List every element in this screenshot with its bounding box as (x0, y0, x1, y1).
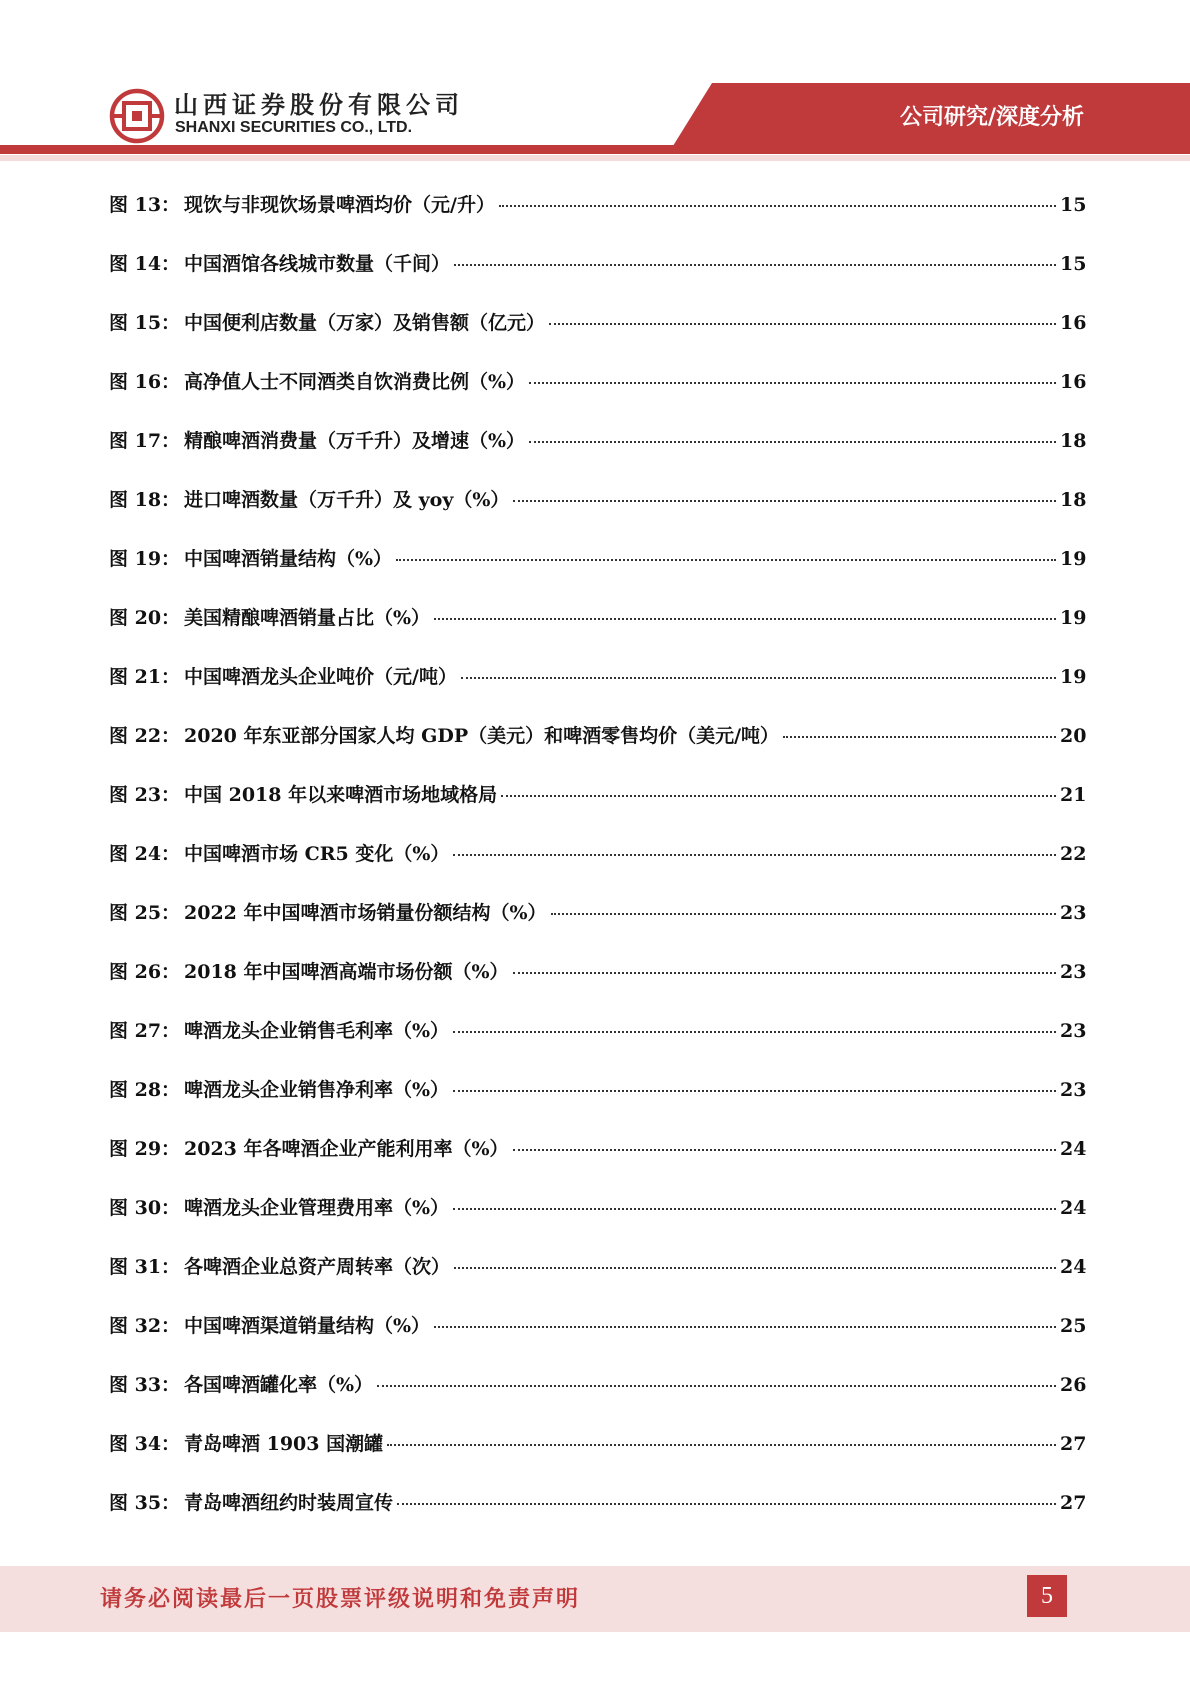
toc-entry[interactable] (109, 190, 1087, 249)
toc-page-number: 18 (1060, 489, 1087, 511)
toc-leader-dots (529, 440, 1056, 443)
toc-figure-label: 图 21： (109, 666, 181, 688)
toc-figure-label: 图 26： (109, 961, 181, 983)
page-number-badge: 5 (1027, 1575, 1067, 1617)
toc-page-number: 21 (1060, 784, 1087, 806)
toc-leader-dots (453, 1089, 1056, 1092)
toc-leader-dots (434, 1325, 1056, 1328)
toc-entry[interactable] (109, 780, 1087, 839)
toc-entry[interactable] (109, 308, 1087, 367)
toc-page-number: 25 (1060, 1315, 1087, 1337)
toc-figure-label: 图 24： (109, 843, 181, 865)
toc-figure-label: 图 28： (109, 1079, 181, 1101)
toc-leader-dots (501, 794, 1056, 797)
toc-page-number: 24 (1060, 1197, 1087, 1219)
toc-entry[interactable] (109, 1429, 1087, 1488)
toc-figure-label: 图 33： (109, 1374, 181, 1396)
toc-leader-dots (397, 1502, 1056, 1505)
header-band (0, 155, 1190, 161)
toc-page-number: 23 (1060, 1020, 1087, 1042)
company-name-cn: 山西证券股份有限公司 (174, 91, 464, 119)
toc-leader-dots (396, 558, 1056, 561)
toc-entry[interactable] (109, 603, 1087, 662)
toc-page-number: 27 (1060, 1492, 1087, 1514)
toc-figure-label: 图 23： (109, 784, 181, 806)
toc-page-number: 15 (1060, 253, 1087, 275)
toc-figure-title: 中国啤酒渠道销量结构（%） (184, 1315, 431, 1337)
toc-leader-dots (453, 853, 1056, 856)
toc-figure-title: 中国 2018 年以来啤酒市场地域格局 (184, 784, 498, 806)
toc-entry[interactable] (109, 957, 1087, 1016)
toc-figure-title: 中国啤酒龙头企业吨价（元/吨） (184, 666, 457, 688)
toc-page-number: 19 (1060, 548, 1087, 570)
toc-entry[interactable] (109, 249, 1087, 308)
toc-figure-label: 图 13： (109, 194, 181, 216)
toc-entry[interactable] (109, 544, 1087, 603)
toc-leader-dots (529, 381, 1056, 384)
toc-figure-title: 高净值人士不同酒类自饮消费比例（%） (184, 371, 526, 393)
toc-page-number: 15 (1060, 194, 1087, 216)
toc-leader-dots (513, 499, 1056, 502)
toc-page-number: 26 (1060, 1374, 1087, 1396)
toc-page-number: 19 (1060, 666, 1087, 688)
toc-figure-label: 图 35： (109, 1492, 181, 1514)
toc-figure-label: 图 30： (109, 1197, 181, 1219)
toc-page-number: 27 (1060, 1433, 1087, 1455)
toc-entry[interactable] (109, 1252, 1087, 1311)
toc-leader-dots (549, 322, 1056, 325)
toc-entry[interactable] (109, 839, 1087, 898)
toc-figure-label: 图 27： (109, 1020, 181, 1042)
toc-figure-label: 图 18： (109, 489, 181, 511)
toc-page-number: 23 (1060, 961, 1087, 983)
toc-entry[interactable] (109, 1488, 1087, 1547)
toc-page-number: 18 (1060, 430, 1087, 452)
toc-leader-dots (461, 676, 1056, 679)
toc-entry[interactable] (109, 1134, 1087, 1193)
toc-entry[interactable] (109, 721, 1087, 780)
toc-entry[interactable] (109, 1311, 1087, 1370)
report-section-label: 公司研究/深度分析 (900, 105, 1085, 130)
toc-figure-label: 图 15： (109, 312, 181, 334)
toc-figure-title: 各国啤酒罐化率（%） (184, 1374, 374, 1396)
toc-page-number: 16 (1060, 312, 1087, 334)
toc-figure-label: 图 20： (109, 607, 181, 629)
toc-page-number: 24 (1060, 1138, 1087, 1160)
company-name-en: SHANXI SECURITIES CO., LTD. (175, 119, 413, 136)
toc-entry[interactable] (109, 1193, 1087, 1252)
toc-leader-dots (453, 1030, 1056, 1033)
toc-leader-dots (387, 1443, 1056, 1446)
toc-figure-title: 中国便利店数量（万家）及销售额（亿元） (184, 312, 546, 334)
toc-leader-dots (434, 617, 1056, 620)
toc-leader-dots (513, 1148, 1056, 1151)
toc-leader-dots (499, 204, 1056, 207)
company-logo-icon (109, 88, 165, 144)
toc-figure-label: 图 32： (109, 1315, 181, 1337)
toc-figure-label: 图 14： (109, 253, 181, 275)
toc-figure-title: 进口啤酒数量（万千升）及 yoy（%） (184, 489, 510, 511)
toc-leader-dots (453, 1207, 1056, 1210)
toc-figure-title: 2020 年东亚部分国家人均 GDP（美元）和啤酒零售均价（美元/吨） (184, 725, 780, 747)
toc-figure-title: 啤酒龙头企业销售净利率（%） (184, 1079, 450, 1101)
toc-figure-title: 美国精酿啤酒销量占比（%） (184, 607, 431, 629)
toc-entry[interactable] (109, 426, 1087, 485)
toc-entry[interactable] (109, 662, 1087, 721)
toc-entry[interactable] (109, 1016, 1087, 1075)
toc-figure-title: 2023 年各啤酒企业产能利用率（%） (184, 1138, 509, 1160)
toc-page-number: 22 (1060, 843, 1087, 865)
toc-leader-dots (551, 912, 1056, 915)
toc-figure-title: 青岛啤酒纽约时装周宣传 (184, 1492, 394, 1514)
toc-figure-title: 啤酒龙头企业管理费用率（%） (184, 1197, 450, 1219)
toc-figure-title: 中国酒馆各线城市数量（千间） (184, 253, 451, 275)
toc-figure-label: 图 16： (109, 371, 181, 393)
toc-figure-label: 图 17： (109, 430, 181, 452)
toc-entry[interactable] (109, 367, 1087, 426)
toc-figure-label: 图 22： (109, 725, 181, 747)
toc-figure-title: 青岛啤酒 1903 国潮罐 (184, 1433, 384, 1455)
toc-page-number: 16 (1060, 371, 1087, 393)
toc-page-number: 24 (1060, 1256, 1087, 1278)
toc-figure-title: 各啤酒企业总资产周转率（次） (184, 1256, 451, 1278)
toc-figure-title: 精酿啤酒消费量（万千升）及增速（%） (184, 430, 526, 452)
toc-leader-dots (513, 971, 1056, 974)
toc-page-number: 20 (1060, 725, 1087, 747)
toc-figure-label: 图 34： (109, 1433, 181, 1455)
toc-entry[interactable] (109, 485, 1087, 544)
toc-figure-title: 2018 年中国啤酒高端市场份额（%） (184, 961, 509, 983)
figure-toc-list (109, 190, 1087, 1547)
toc-leader-dots (783, 735, 1056, 738)
toc-figure-label: 图 19： (109, 548, 181, 570)
toc-figure-title: 中国啤酒销量结构（%） (184, 548, 393, 570)
header-rule (0, 145, 1190, 154)
toc-figure-label: 图 29： (109, 1138, 181, 1160)
toc-figure-title: 啤酒龙头企业销售毛利率（%） (184, 1020, 450, 1042)
toc-entry[interactable] (109, 1370, 1087, 1429)
toc-entry[interactable] (109, 1075, 1087, 1134)
toc-leader-dots (377, 1384, 1056, 1387)
toc-entry[interactable] (109, 898, 1087, 957)
toc-page-number: 19 (1060, 607, 1087, 629)
toc-figure-title: 2022 年中国啤酒市场销量份额结构（%） (184, 902, 547, 924)
toc-leader-dots (454, 1266, 1056, 1269)
footer-disclaimer: 请务必阅读最后一页股票评级说明和免责声明 (100, 1586, 581, 1612)
toc-leader-dots (454, 263, 1056, 266)
toc-figure-label: 图 25： (109, 902, 181, 924)
toc-figure-label: 图 31： (109, 1256, 181, 1278)
toc-figure-title: 中国啤酒市场 CR5 变化（%） (184, 843, 450, 865)
toc-page-number: 23 (1060, 1079, 1087, 1101)
toc-page-number: 23 (1060, 902, 1087, 924)
toc-figure-title: 现饮与非现饮场景啤酒均价（元/升） (184, 194, 495, 216)
